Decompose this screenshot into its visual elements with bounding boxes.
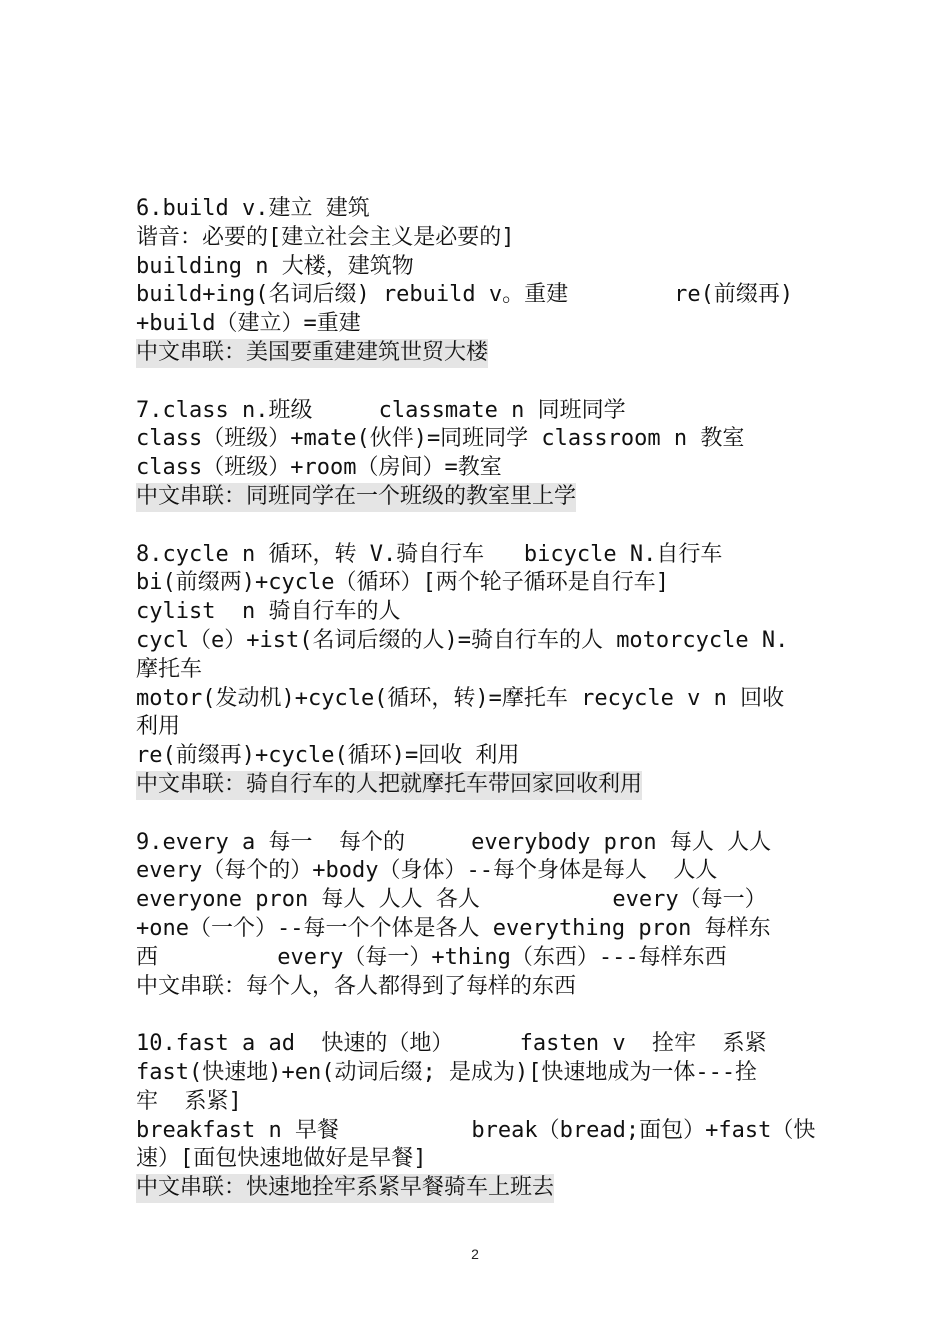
entry-line: cylist n 骑自行车的人 bbox=[136, 599, 401, 625]
summary-highlight: 中文串联：美国要重建建筑世贸大楼 bbox=[136, 339, 488, 368]
entry-line: fast(快速地)+en(动词后缀; 是成为)[快速地成为一体---拴 bbox=[136, 1059, 758, 1085]
entry-line: 谐音：必要的[建立社会主义是必要的] bbox=[136, 224, 515, 250]
entry-line: 8.cycle n 循环，转 V.骑自行车 bicycle N.自行车 bbox=[136, 541, 723, 567]
entry-every bbox=[136, 829, 826, 1002]
entry-line: 利用 bbox=[136, 714, 181, 740]
vocabulary-list bbox=[136, 195, 826, 1203]
entry-line: 7.class n.班级 classmate n 同班同学 bbox=[136, 397, 626, 423]
entry-line: re(前缀再)+cycle(循环)=回收 利用 bbox=[136, 743, 520, 769]
summary-highlight: 中文串联：快速地拴牢系紧早餐骑车上班去 bbox=[136, 1174, 554, 1203]
entry-line: building n 大楼，建筑物 bbox=[136, 253, 414, 279]
entry-build bbox=[136, 195, 826, 368]
summary-highlight: 中文串联：同班同学在一个班级的教室里上学 bbox=[136, 483, 576, 512]
entry-line: motor(发动机)+cycle(循环，转)=摩托车 recycle v n 回收 bbox=[136, 685, 785, 711]
entry-line: 速）[面包快速地做好是早餐] bbox=[136, 1146, 427, 1172]
summary-highlight: 中文串联：骑自行车的人把就摩托车带回家回收利用 bbox=[136, 771, 642, 800]
entry-class bbox=[136, 397, 826, 512]
entry-line: cycl（e）+ist(名词后缀的人)=骑自行车的人 motorcycle N. bbox=[136, 627, 789, 653]
entry-line: class（班级）+mate(伙伴)=同班同学 classroom n 教室 bbox=[136, 426, 745, 452]
entry-line: breakfast n 早餐 break（bread;面包）+fast（快 bbox=[136, 1117, 816, 1143]
entry-line: 9.every a 每一 每个的 everybody pron 每人 人人 bbox=[136, 829, 772, 855]
entry-line: build+ing(名词后缀) rebuild v。重建 re(前缀再) bbox=[136, 282, 794, 308]
entry-line: everyone pron 每人 人人 各人 every（每一） bbox=[136, 887, 767, 913]
entry-fast bbox=[136, 1030, 826, 1203]
entry-cycle bbox=[136, 541, 826, 800]
entry-line: bi(前缀两)+cycle（循环）[两个轮子循环是自行车] bbox=[136, 570, 669, 596]
entry-line: +build（建立）=重建 bbox=[136, 311, 361, 337]
entry-line: class（班级）+room（房间）=教室 bbox=[136, 455, 502, 481]
entry-line: 6.build v.建立 建筑 bbox=[136, 196, 370, 221]
summary-line: 中文串联：每个人，各人都得到了每样的东西 bbox=[136, 973, 577, 999]
entry-line: 摩托车 bbox=[136, 656, 203, 682]
page-number: 2 bbox=[471, 1246, 479, 1262]
entry-line: 牢 系紧] bbox=[136, 1088, 242, 1114]
entry-line: +one（一个）--每一个个体是各人 everything pron 每样东 bbox=[136, 915, 771, 941]
entry-line: every（每个的）+body（身体）--每个身体是每人 人人 bbox=[136, 858, 718, 884]
entry-line: 西 every（每一）+thing（东西）---每样东西 bbox=[136, 944, 727, 970]
entry-line: 10.fast a ad 快速的（地） fasten v 拴牢 系紧 bbox=[136, 1031, 767, 1057]
